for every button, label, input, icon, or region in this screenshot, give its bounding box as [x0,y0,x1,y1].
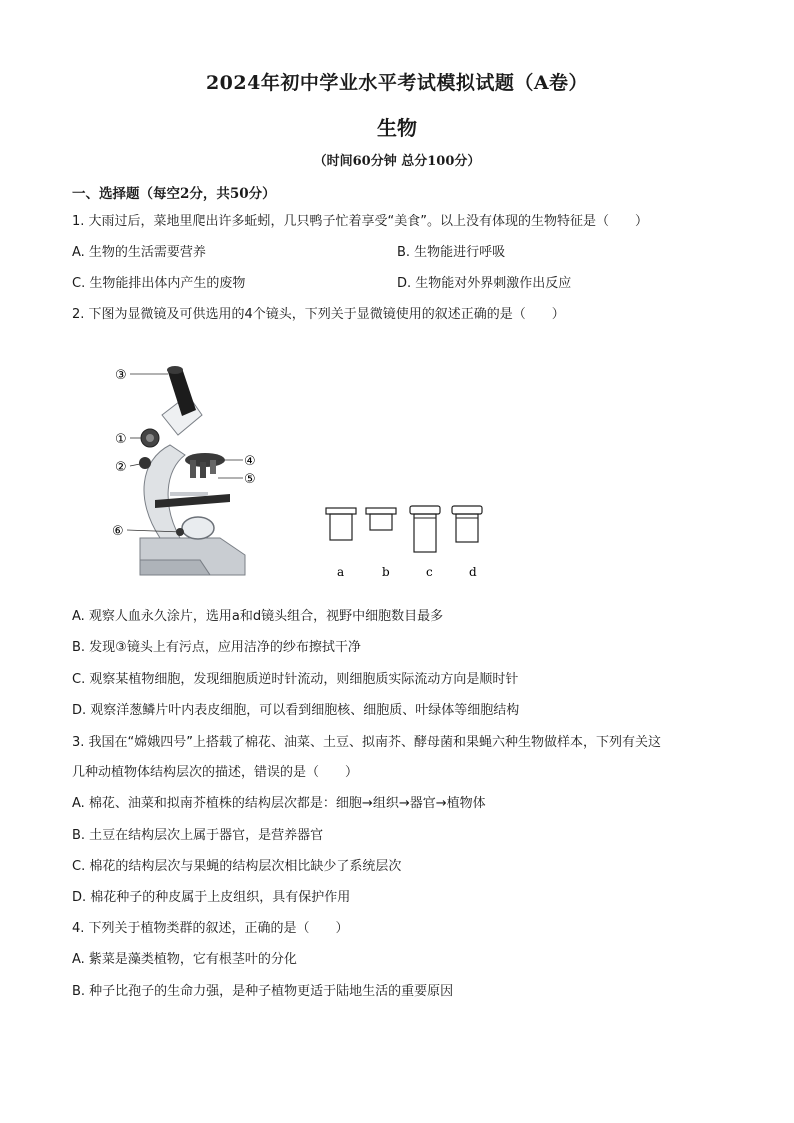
svg-text:③: ③ [115,368,127,383]
question-1-stem: 1. 大雨过后，菜地里爬出许多蚯蚓，几只鸭子忙着享受“美食”。以上没有体现的生物特征是（ ） [72,214,649,229]
question-1-option-b: B. 生物能进行呼吸 [397,245,506,260]
question-3-stem-line2: 几种动植物体结构层次的描述，错误的是（ ） [72,765,359,780]
svg-text:⑤: ⑤ [244,472,256,487]
svg-text:⑥: ⑥ [112,524,124,539]
svg-text:①: ① [115,432,127,447]
question-2-option-b: B. 发现③镜头上有污点，应用洁净的纱布擦拭干净 [72,640,361,655]
question-1-option-c: C. 生物能排出体内产生的废物 [72,276,246,291]
lens-c-icon [410,506,440,552]
question-3-option-c: C. 棉花的结构层次与果蝇的结构层次相比缺少了系统层次 [72,859,402,874]
question-3-stem-line1: 3. 我国在“嫦娥四号”上搭载了棉花、油菜、土豆、拟南芥、酵母菌和果蝇六种生物做样本，下列有关这 [72,735,662,750]
question-1-option-d: D. 生物能对外界刺激作出反应 [397,276,572,291]
question-3-option-d: D. 棉花种子的种皮属于上皮组织，具有保护作用 [72,890,351,905]
svg-text:④: ④ [244,454,256,469]
question-4-option-b: B. 种子比孢子的生命力强，是种子植物更适于陆地生活的重要原因 [72,984,454,999]
section-heading: 一、选择题（每空2分，共50分） [72,186,276,202]
lens-label-c: c [426,565,433,579]
lens-a-icon [326,508,356,540]
callout-5 [218,472,256,487]
microscope-figure [100,360,520,590]
subject-title: 生物 [377,116,417,140]
lens-b-icon [366,508,396,530]
lens-label-d: d [469,565,477,579]
microscope-icon [139,366,245,575]
question-2-stem: 2. 下图为显微镜及可供选用的4个镜头，下列关于显微镜使用的叙述正确的是（ ） [72,307,565,322]
callout-3 [115,368,168,383]
question-2-option-a: A. 观察人血永久涂片，选用a和d镜头组合，视野中细胞数目最多 [72,609,444,624]
question-4-stem: 4. 下列关于植物类群的叙述，正确的是（ ） [72,921,349,936]
time-info: （时间60分钟 总分100分） [313,154,481,169]
svg-text:②: ② [115,460,127,475]
question-3-option-b: B. 土豆在结构层次上属于器官，是营养器官 [72,828,324,843]
lens-d-icon [452,506,482,542]
question-2-option-c: C. 观察某植物细胞，发现细胞质逆时针流动，则细胞质实际流动方向是顺时针 [72,672,519,687]
question-3-option-a: A. 棉花、油菜和拟南芥植株的结构层次都是：细胞→组织→器官→植物体 [72,796,486,811]
exam-title: 2024年初中学业水平考试模拟试题（A卷） [205,72,589,94]
callout-1 [115,432,141,447]
question-2-option-d: D. 观察洋葱鳞片叶内表皮细胞，可以看到细胞核、细胞质、叶绿体等细胞结构 [72,703,520,718]
lens-label-b: b [382,565,390,579]
lens-label-a: a [337,565,345,579]
callout-2 [115,460,140,475]
question-4-option-a: A. 紫菜是藻类植物，它有根茎叶的分化 [72,952,297,967]
question-1-option-a: A. 生物的生活需要营养 [72,245,206,260]
